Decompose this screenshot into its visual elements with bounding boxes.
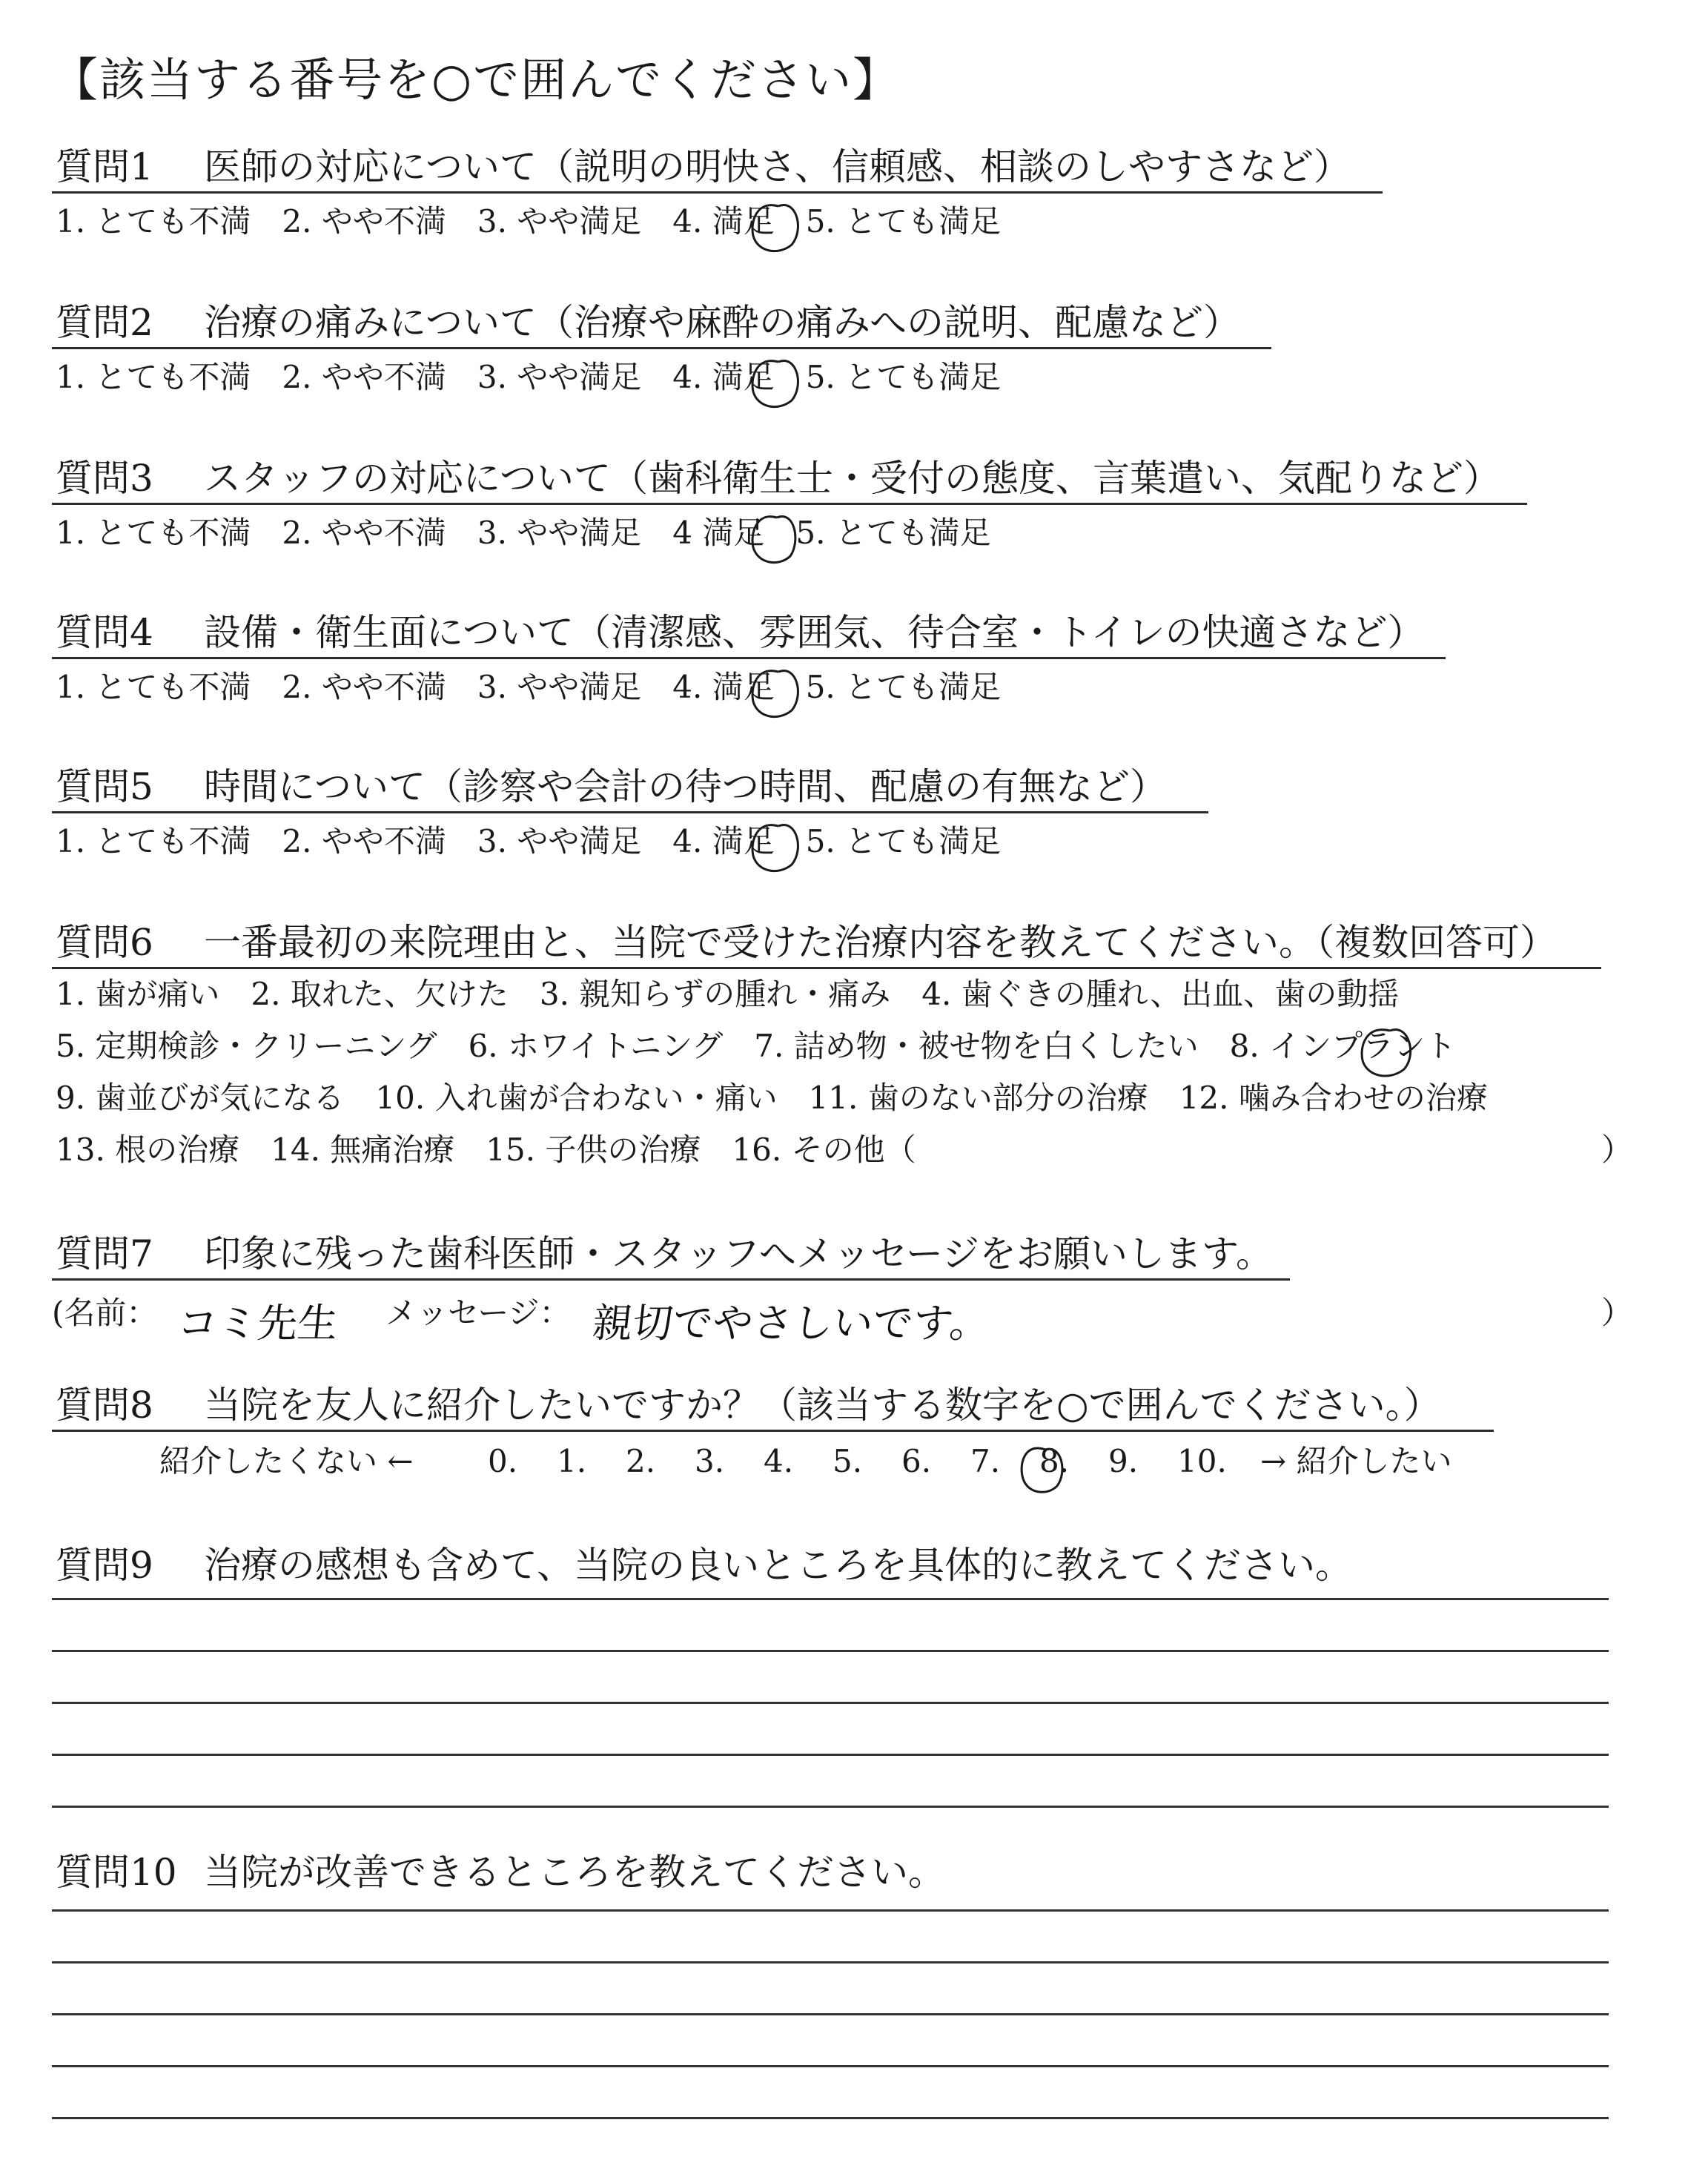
circle-mark-q3 [752,516,795,562]
scale-option[interactable]: 8. [1039,1443,1070,1479]
question-1-number: 質問1 [56,145,153,188]
question-8-text: 当院を友人に紹介したいですか？（該当する数字を○で囲んでください。） [204,1384,1441,1427]
circle-mark-q6 [1362,1029,1411,1076]
circle-mark-q5 [752,825,798,871]
question-2-text: 治療の痛みについて（治療や麻酔の痛みへの説明、配慮など） [204,301,1240,344]
scale-option[interactable]: 4. [764,1443,794,1479]
question-5-text: 時間について（診察や会計の待つ時間、配慮の有無など） [204,765,1167,808]
question-4-text: 設備・衛生面について（清潔感、雰囲気、待合室・トイレの快適さなど） [204,611,1425,654]
question-1-options[interactable]: 1. とても不満 2. やや不満 3. やや満足 4. 満足 5. とても満足 [56,203,1002,240]
question-7-number: 質問7 [56,1232,153,1275]
question-9-text: 治療の感想も含めて、当院の良いところを具体的に教えてください。 [204,1544,1352,1587]
question-3-text: スタッフの対応について（歯科衛生士・受付の態度、言葉遣い、気配りなど） [204,457,1500,500]
question-6-options-row-4[interactable]: 13. 根の治療 14. 無痛治療 15. 子供の治療 16. その他（ [56,1132,916,1168]
scale-option[interactable]: 0. [488,1443,518,1479]
question-6-options-row-2[interactable]: 5. 定期検診・クリーニング 6. ホワイトニング 7. 詰め物・被せ物を白くしたい 8. インプラント [56,1028,1457,1064]
scale-option[interactable]: 6. [901,1443,932,1479]
question-3-options[interactable]: 1. とても不満 2. やや不満 3. やや満足 4 満足 5. とても満足 [56,515,991,551]
scale-option[interactable]: 10. [1177,1443,1227,1479]
scale-option[interactable]: 2. [626,1443,656,1479]
question-10-number: 質問10 [56,1851,177,1894]
scale-right-label: → 紹介したい [1260,1443,1452,1479]
question-6-number: 質問6 [56,921,153,964]
question-2-number: 質問2 [56,301,153,344]
scale-option[interactable]: 9. [1108,1443,1139,1479]
name-value[interactable]: コミ先生 [175,1300,340,1347]
question-6-options-row-1[interactable]: 1. 歯が痛い 2. 取れた、欠けた 3. 親知らずの腫れ・痛み 4. 歯ぐきの腫れ、出血、歯の動揺 [56,976,1400,1012]
circle-mark-q8 [1022,1448,1062,1492]
question-10-text: 当院が改善できるところを教えてください。 [204,1851,945,1894]
scale-option[interactable]: 7. [970,1443,1001,1479]
scale-option[interactable]: 1. [557,1443,587,1479]
question-6-text: 一番最初の来院理由と、当院で受けた治療内容を教えてください。（複数回答可） [204,921,1557,964]
circle-mark-q1 [752,205,798,251]
question-5-options[interactable]: 1. とても不満 2. やや不満 3. やや満足 4. 満足 5. とても満足 [56,823,1002,859]
question-1-text: 医師の対応について（説明の明快さ、信頼感、相談のしやすさなど） [204,145,1351,188]
question-7-text: 印象に残った歯科医師・スタッフへメッセージをお願いします。 [204,1232,1273,1275]
message-close-paren: ） [1601,1295,1633,1331]
name-label: (名前： [52,1295,158,1331]
scale-option[interactable]: 5. [833,1443,863,1479]
question-6-options-row-3[interactable]: 9. 歯並びが気になる 10. 入れ歯が合わない・痛い 11. 歯のない部分の治療 12. 噛み合わせの治療 [56,1080,1488,1116]
question-3-number: 質問3 [56,457,153,500]
form-heading: 【該当する番号を○で囲んでください】 [52,53,901,107]
message-label: メッセージ： [385,1295,571,1331]
circle-mark-q4 [752,670,798,716]
message-value[interactable]: 親切でやさしいです。 [590,1300,993,1347]
question-6-other-close-paren: ） [1601,1132,1633,1168]
question-4-number: 質問4 [56,611,153,654]
question-8-number: 質問8 [56,1384,153,1427]
question-4-options[interactable]: 1. とても不満 2. やや不満 3. やや満足 4. 満足 5. とても満足 [56,669,1002,705]
scale-option[interactable]: 3. [695,1443,725,1479]
circle-mark-q2 [752,360,798,406]
scale-left-label: 紹介したくない ← [159,1443,414,1479]
question-9-number: 質問9 [56,1544,153,1587]
question-2-options[interactable]: 1. とても不満 2. やや不満 3. やや満足 4. 満足 5. とても満足 [56,359,1002,395]
question-5-number: 質問5 [56,765,153,808]
